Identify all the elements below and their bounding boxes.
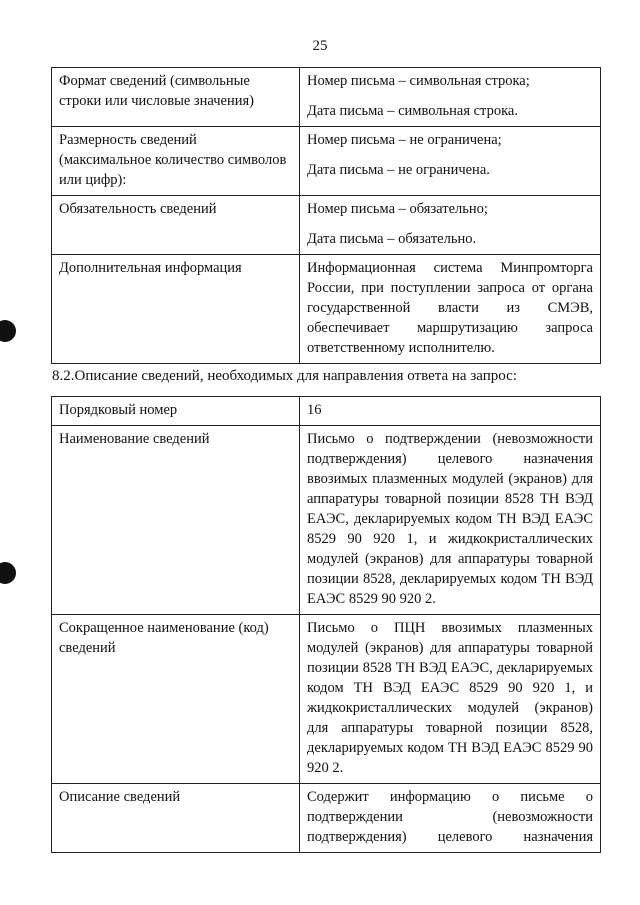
value-line: Номер письма – символьная строка; <box>307 73 530 89</box>
table-row <box>52 615 601 784</box>
row-value: 16 <box>300 397 601 426</box>
table-row <box>52 784 601 853</box>
punch-hole-mark <box>0 320 16 342</box>
section-heading: 8.2.Описание сведений, необходимых для направления ответа на запрос: <box>52 368 517 384</box>
row-label: Описание сведений <box>52 784 300 853</box>
data-format-table <box>51 67 601 364</box>
row-label: Формат сведений (символьные строки или числовые значения) <box>52 68 300 127</box>
table-row <box>52 397 601 426</box>
page-number: 25 <box>312 38 328 54</box>
value-line: Номер письма – обязательно; <box>307 201 488 217</box>
table-row <box>52 196 601 255</box>
row-value: Письмо о подтверждении (невозможности подтверждения) целевого назначения ввозимых плазменных модулей (экранов) для аппаратуры товарной позиции 8528 ТН ВЭД ЕАЭС, декларируемых кодом ТН ВЭД ЕАЭС 8529 90 920 1, и жидкокристаллических модулей (экранов) для аппаратуры товарной позиции 8528, декларируемых кодом ТН ВЭД ЕАЭС 8529 90 920 2. <box>300 426 601 615</box>
value-line: Дата письма – не ограничена. <box>307 162 490 178</box>
table-row <box>52 68 601 127</box>
row-label: Обязательность сведений <box>52 196 300 255</box>
value-line: Информационная система Минпромторга России, при поступлении запроса от органа государственной власти из СМЭВ, обеспечивает маршрутизацию запроса ответственному исполнителю. <box>307 260 593 356</box>
value-line: Дата письма – обязательно. <box>307 231 477 247</box>
row-label: Порядковый номер <box>52 397 300 426</box>
row-label: Дополнительная информация <box>52 255 300 364</box>
row-label: Размерность сведений (максимальное количество символов или цифр): <box>52 127 300 196</box>
value-line: Номер письма – не ограничена; <box>307 132 502 148</box>
row-value: Содержит информацию о письме о подтверждении (невозможности подтверждения) целевого назначения <box>300 784 601 853</box>
table-row <box>52 127 601 196</box>
punch-hole-mark <box>0 562 16 584</box>
row-value: Письмо о ПЦН ввозимых плазменных модулей (экранов) для аппаратуры товарной позиции 8528 ТН ВЭД ЕАЭС, декларируемых кодом ТН ВЭД ЕАЭС 8529 90 920 1, и жидкокристаллических модулей (экранов) для аппаратуры товарной позиции 8528, декларируемых кодом ТН ВЭД ЕАЭС 8529 90 920 2. <box>300 615 601 784</box>
row-value <box>300 68 601 127</box>
row-value <box>300 127 601 196</box>
value-line: Дата письма – символьная строка. <box>307 103 518 119</box>
row-value <box>300 255 601 364</box>
row-label: Сокращенное наименование (код) сведений <box>52 615 300 784</box>
table-row <box>52 255 601 364</box>
table-row <box>52 426 601 615</box>
row-label: Наименование сведений <box>52 426 300 615</box>
response-data-table <box>51 396 601 853</box>
row-value <box>300 196 601 255</box>
